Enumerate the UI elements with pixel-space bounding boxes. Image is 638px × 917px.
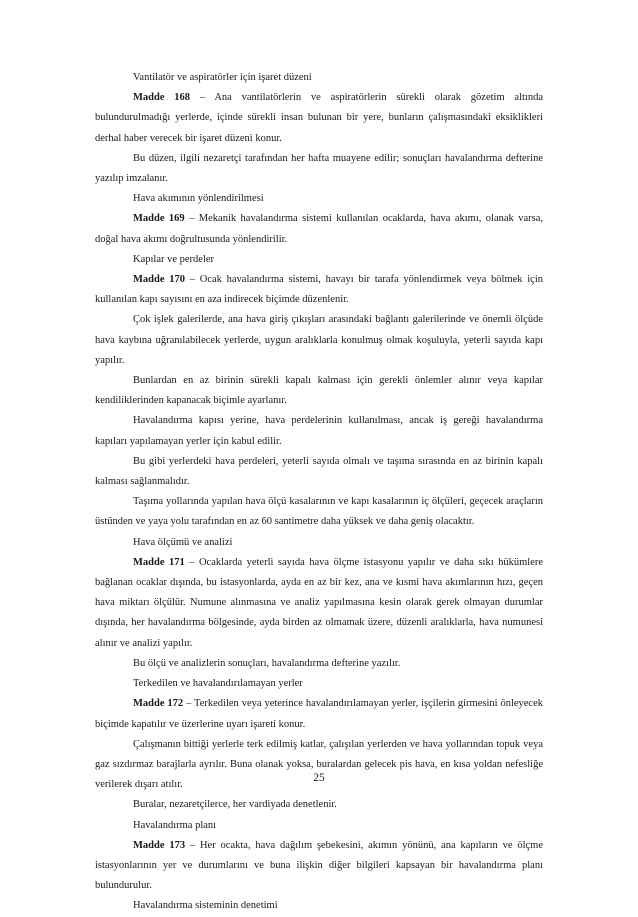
section-heading: Vantilatör ve aspiratörler için işaret düzeni bbox=[133, 72, 312, 83]
article-text: – Terkedilen veya yeterince havalandırılamayan yerler, işçilerin girmesini önleyecek biçimde kapatılır ve üzerlerine uyarı işareti konur. bbox=[95, 698, 544, 730]
article-text: – Mekanik havalandırma sistemi kullanılan ocaklarda, hava akımı, olanak varsa, doğal hava akımı doğrultusunda yönlendirilir. bbox=[95, 213, 544, 245]
section-heading: Kapılar ve perdeler bbox=[133, 253, 215, 265]
article-paragraph bbox=[95, 553, 543, 654]
article-text: – Ocak havalandırma sistemi, havayı bir tarafa yönlendirmek veya bölmek için kullanılan kapı sayısını en aza indirecek biçimde düzenlenir. bbox=[95, 274, 544, 306]
article-text: – Her ocakta, hava dağılım şebekesini, akımın yönünü, ana kapıların ve ölçme istasyonlarının yer ve durumlarını ve buna ilişkin diğer bilgileri kapsayan bir havalandırma planı bulundurulur. bbox=[95, 839, 543, 892]
section-heading: Havalandırma sisteminin denetimi bbox=[133, 900, 278, 912]
article-number: Madde 169 bbox=[133, 213, 185, 225]
body-paragraph: Havalandırma kapısı yerine, hava perdelerinin kullanılması, ancak iş gereği havalandırma kapıları yapılamayan yerler için kabul edilir. bbox=[95, 415, 543, 447]
article-paragraph bbox=[95, 270, 543, 310]
article-paragraph bbox=[95, 836, 543, 897]
article-text: – Ocaklarda yeterli sayıda hava ölçme istasyonu yapılır ve daha sıkı hükümlere bağlanan ocaklar dışında, bu istasyonlarda, ayda en az bir kez, ana ve kısmi hava akımlarının hızı, geçen hava miktarı ölçülür. Numune alınmasına ve analiz yapılmasına kesin olarak gerek olmayan durumlar dışında, her havalandırma bölgesinde, ayda birden az olmamak üzere, düzenli aralıklarla, hava numunesi alınır ve analizi yapılır. bbox=[95, 556, 544, 649]
body-paragraph: Bu düzen, ilgili nezaretçi tarafından her hafta muayene edilir; sonuçları havalandırma defterine yazılıp imzalanır. bbox=[95, 152, 543, 185]
body-paragraph: Bunlardan en az birinin sürekli kapalı kalması için gerekli önlemler alınır veya kapılar kendiliklerinden kapanacak biçimle ayarlanır. bbox=[95, 375, 543, 407]
document-page bbox=[95, 68, 543, 917]
article-number: Madde 168 bbox=[133, 92, 191, 104]
body-paragraph: Taşıma yollarında yapılan hava ölçü kasalarının ve kapı kasalarının iç ölçüleri, geçecek araçların üstünden ve yaya yolu tarafından en az 60 santimetre daha yüksek ve daha geniş olacaktır. bbox=[95, 496, 543, 528]
page-number: 25 bbox=[313, 772, 325, 784]
article-number: Madde 170 bbox=[133, 274, 185, 286]
article-paragraph bbox=[95, 209, 543, 249]
body-paragraph: Çalışmanın bittiği yerlerle terk edilmiş katlar, çalışılan yerlerden ve hava yollarından topuk veya gaz sızdırmaz barajlarla ayrılır. Buna olanak yoksa, buralardan gelecek pis hava, en kısa yoldan nefesliğe verilerek dışarı atılır. bbox=[95, 738, 543, 791]
body-paragraph: Bu gibi yerlerdeki hava perdeleri, yeterli sayıda olmalı ve taşıma sırasında en az birinin kapalı kalması sağlanmalıdır. bbox=[95, 455, 543, 488]
section-heading: Hava ölçümü ve analizi bbox=[133, 536, 233, 548]
article-number: Madde 171 bbox=[133, 556, 185, 568]
section-heading: Havalandırma planı bbox=[133, 819, 217, 831]
article-paragraph bbox=[95, 88, 543, 149]
body-paragraph: Çok işlek galerilerde, ana hava giriş çıkışları arasındaki bağlantı galerilerinde ve önemli ölçüde hava kaybına uğranılabilecek yerlerde, uygun aralıklarla konulmuş olmak koşuluyla, yeterli sayıda kapı yapılır. bbox=[95, 314, 543, 366]
article-number: Madde 173 bbox=[133, 839, 186, 851]
section-heading: Hava akımının yönlendirilmesi bbox=[133, 193, 264, 205]
body-paragraph: Bu ölçü ve analizlerin sonuçları, havalandırma defterine yazılır. bbox=[133, 657, 401, 669]
article-number: Madde 172 bbox=[133, 698, 184, 710]
article-paragraph bbox=[95, 694, 543, 734]
section-heading: Terkedilen ve havalandırılamayan yerler bbox=[133, 678, 303, 690]
article-text: – Ana vantilatörlerin ve aspiratörlerin sürekli olarak gözetim altında bulundurulmadığı yerlerde, içinde sürekli insan bulunan bir yere, bunların çalışmasındaki eksiklikleri derhal haber verecek bir işaret düzeni konur. bbox=[95, 92, 543, 144]
body-paragraph: Buralar, nezaretçilerce, her vardiyada denetlenir. bbox=[133, 799, 337, 811]
